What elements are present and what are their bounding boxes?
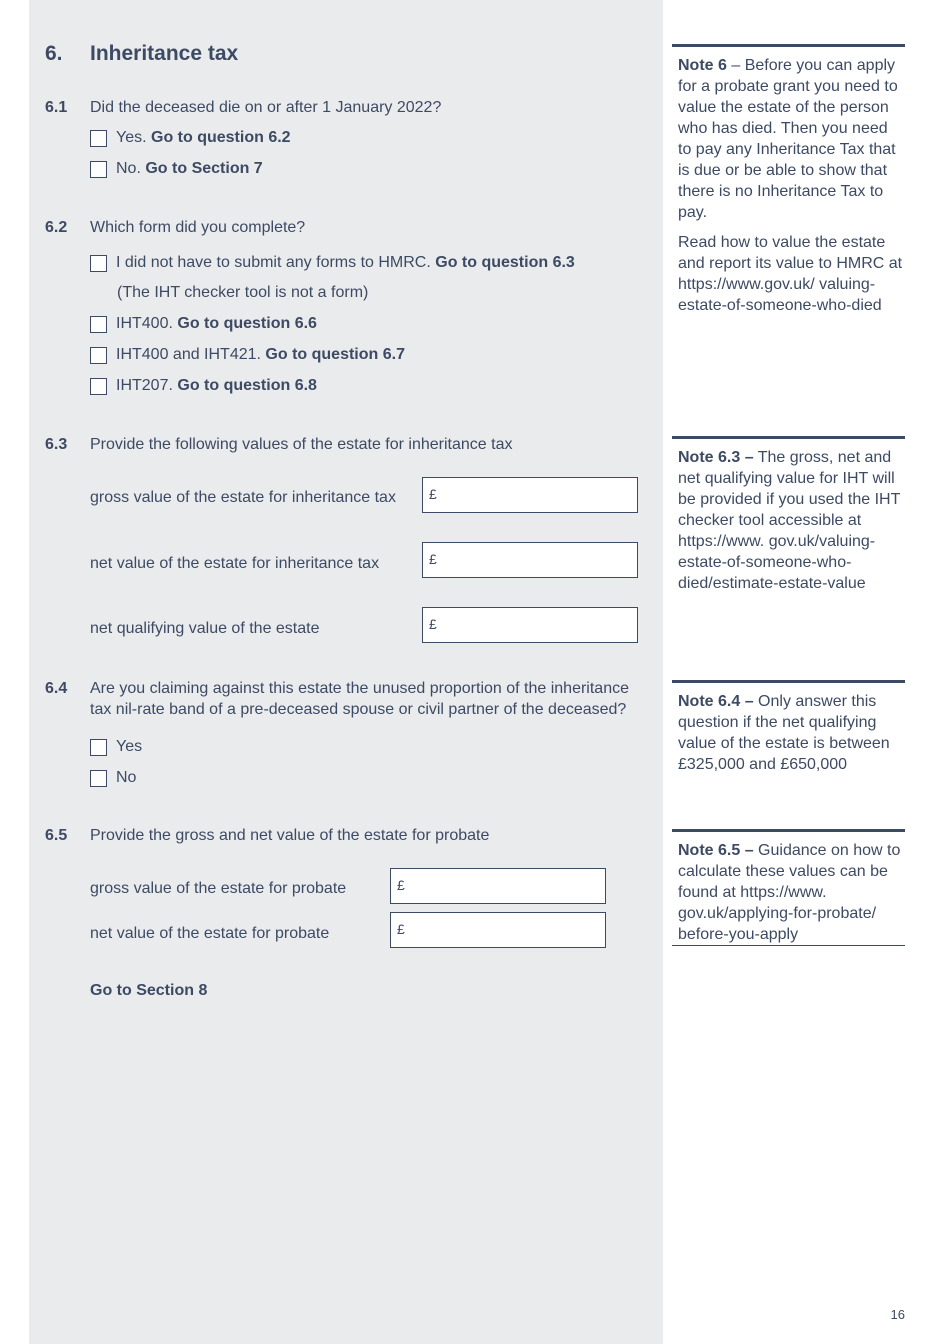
- page-number: 16: [890, 1307, 905, 1322]
- note-6-3: [672, 436, 905, 603]
- pound-sign: £: [397, 921, 405, 937]
- checkbox[interactable]: [90, 347, 107, 364]
- option-6-4-yes[interactable]: Yes: [90, 737, 142, 757]
- checkbox[interactable]: [90, 161, 107, 178]
- note-body: Guidance on how to calculate these values can be found at https://www. gov.uk/applying-for-probate/ before-you-apply: [678, 842, 901, 943]
- note-title: Note 6.4 –: [678, 693, 754, 710]
- question-number-6-5: 6.5: [45, 827, 68, 844]
- question-text-6-2: Which form did you complete?: [90, 219, 306, 236]
- note-body: – Before you can apply for a probate grant you need to value the estate of the person who has died. Then you need to pay any Inheritance Tax that is due or be able to show that there is no Inheritance Tax to pay.: [678, 57, 898, 221]
- question-text-6-1: Did the deceased die on or after 1 January 2022?: [90, 99, 442, 116]
- question-number-6-3: 6.3: [45, 436, 68, 453]
- note-6: [672, 44, 905, 325]
- net-qualifying-input[interactable]: [422, 607, 638, 643]
- question-number-6-2: 6.2: [45, 219, 68, 236]
- pound-sign: £: [429, 486, 437, 502]
- question-text-6-4-line2: tax nil-rate band of a pre-deceased spouse or civil partner of the deceased?: [90, 701, 627, 718]
- question-number-6-1: 6.1: [45, 99, 68, 116]
- note-title: Note 6.3 –: [678, 449, 754, 466]
- option-6-2-iht400-iht421[interactable]: IHT400 and IHT421. Go to question 6.7: [90, 345, 405, 365]
- note-body: The gross, net and net qualifying value for IHT will be provided if you used the IHT checker tool accessible at https://www. gov.uk/valuing-estate-of-someone-who-died/estimate-estate-value: [678, 449, 901, 592]
- field-label-net-iht: net value of the estate for inheritance tax: [90, 555, 380, 572]
- option-6-4-no[interactable]: No: [90, 768, 136, 788]
- checkbox[interactable]: [90, 130, 107, 147]
- checkbox[interactable]: [90, 378, 107, 395]
- gross-iht-input[interactable]: [422, 477, 638, 513]
- note-body: Only answer this question if the net qualifying value of the estate is between £325,000 and £650,000: [678, 693, 890, 773]
- pound-sign: £: [429, 616, 437, 632]
- question-number-6-4: 6.4: [45, 680, 68, 697]
- field-label-net-qualifying: net qualifying value of the estate: [90, 620, 320, 637]
- note-6-5: [672, 829, 905, 954]
- note-6-4: [672, 680, 905, 784]
- option-6-2-no-forms[interactable]: I did not have to submit any forms to HMRC. Go to question 6.3: [90, 253, 575, 273]
- gross-probate-input[interactable]: [390, 868, 606, 904]
- pound-sign: £: [429, 551, 437, 567]
- net-iht-input[interactable]: [422, 542, 638, 578]
- pound-sign: £: [397, 877, 405, 893]
- field-label-gross-probate: gross value of the estate for probate: [90, 880, 347, 897]
- checkbox[interactable]: [90, 255, 107, 272]
- note-divider: [672, 945, 905, 946]
- option-6-2-iht207[interactable]: IHT207. Go to question 6.8: [90, 376, 317, 396]
- option-sub-note: (The IHT checker tool is not a form): [117, 284, 369, 301]
- note-title: Note 6: [678, 57, 727, 74]
- net-probate-input[interactable]: [390, 912, 606, 948]
- option-6-1-yes[interactable]: Yes. Go to question 6.2: [90, 128, 291, 148]
- question-text-6-3: Provide the following values of the estate for inheritance tax: [90, 436, 513, 453]
- field-label-net-probate: net value of the estate for probate: [90, 925, 330, 942]
- question-text-6-4-line1: Are you claiming against this estate the unused proportion of the inheritance: [90, 680, 629, 697]
- checkbox[interactable]: [90, 739, 107, 756]
- checkbox[interactable]: [90, 316, 107, 333]
- checkbox[interactable]: [90, 770, 107, 787]
- go-to-section-8: Go to Section 8: [90, 982, 208, 999]
- field-label-gross-iht: gross value of the estate for inheritance tax: [90, 489, 396, 506]
- option-6-1-no[interactable]: No. Go to Section 7: [90, 159, 263, 179]
- note-paragraph-2: Read how to value the estate and report its value to HMRC at https://www.gov.uk/ valuing-estate-of-someone-who-died: [678, 234, 903, 314]
- section-number: 6.: [45, 42, 63, 65]
- option-6-2-iht400[interactable]: IHT400. Go to question 6.6: [90, 314, 317, 334]
- section-title: Inheritance tax: [90, 42, 239, 65]
- question-text-6-5: Provide the gross and net value of the estate for probate: [90, 827, 490, 844]
- note-title: Note 6.5 –: [678, 842, 754, 859]
- form-panel: [29, 0, 663, 1344]
